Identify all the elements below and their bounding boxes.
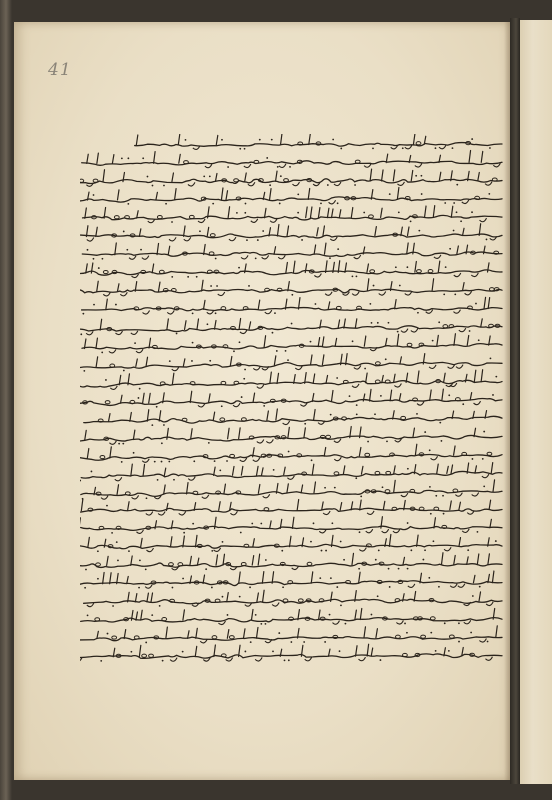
handwriting-line [82,151,502,168]
handwriting-line [81,608,502,624]
handwriting-line [81,480,502,500]
handwriting-line [84,590,502,607]
handwriting-line [80,261,502,278]
handwriting-line [135,134,502,150]
handwriting-line [80,644,502,662]
handwriting-line [82,243,502,260]
handwriting-line [80,187,502,204]
handwriting-line [80,389,502,408]
handwriting-line [80,626,502,644]
manuscript-page [14,22,510,780]
handwriting-line [80,354,502,372]
handwriting-lines [80,134,504,664]
handwriting-line [81,499,502,515]
folio-number: 41 [48,60,72,80]
book-gutter [510,18,520,784]
handwritten-text-block [80,134,504,664]
handwriting-line [80,463,502,482]
adjacent-page-edge [520,20,552,784]
handwriting-line [82,297,502,314]
handwriting-line [80,553,502,571]
handwriting-line [83,206,502,223]
handwriting-line [80,279,502,296]
handwriting-line [80,370,502,390]
handwriting-line [80,571,502,589]
handwriting-line [80,318,502,335]
handwriting-line [84,409,502,426]
handwriting-line [80,444,502,463]
handwriting-line [80,517,502,534]
handwriting-line [81,224,502,241]
handwriting-line [80,534,502,552]
handwriting-line [82,334,502,354]
handwriting-line [80,169,502,186]
handwriting-line [80,427,502,445]
